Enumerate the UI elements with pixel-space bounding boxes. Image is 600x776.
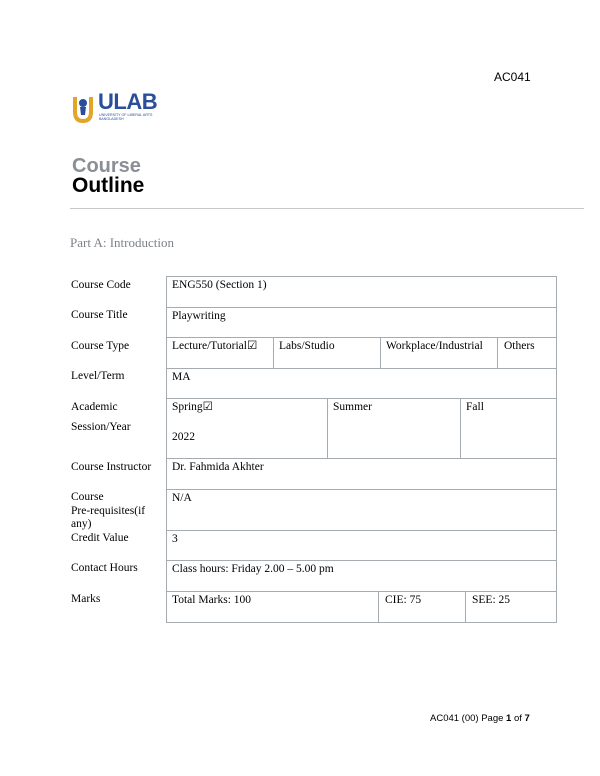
- course-code-cell: [166, 276, 557, 308]
- course-title-label: Course Title: [71, 309, 128, 321]
- instructor-label: Course Instructor: [71, 461, 152, 473]
- academic-label-line2: Session/Year: [71, 421, 131, 433]
- instructor-cell: [166, 458, 557, 490]
- instructor-value: Dr. Fahmida Akhter: [172, 461, 264, 473]
- footer-of: of: [511, 713, 525, 724]
- course-title-value: Playwriting: [172, 310, 226, 322]
- marks-see-cell: [465, 591, 557, 623]
- level-term-cell: [166, 368, 557, 399]
- course-title-cell: [166, 307, 557, 338]
- contact-hours-cell: [166, 560, 557, 592]
- footer-page-number: 1: [506, 713, 512, 724]
- level-term-value: MA: [172, 371, 191, 383]
- page-footer: [430, 713, 530, 724]
- session-fall-cell: [460, 398, 557, 459]
- session-year: 2022: [172, 431, 195, 443]
- footer-prefix: AC041 (00) Page: [430, 713, 507, 724]
- logo-wordmark: ULAB: [98, 89, 158, 114]
- marks-see: SEE: 25: [472, 594, 511, 606]
- marks-total: Total Marks: 100: [172, 594, 252, 606]
- course-type-workplace: Workplace/Industrial: [386, 340, 483, 352]
- prereq-value: N/A: [172, 492, 192, 504]
- marks-total-cell: [166, 591, 379, 623]
- course-type-others-cell: [497, 337, 557, 369]
- academic-label-line1: Academic: [71, 401, 118, 413]
- course-type-lecture-cell: [166, 337, 274, 369]
- course-type-lecture: Lecture/Tutorial☑: [172, 340, 258, 352]
- marks-cie-cell: [378, 591, 466, 623]
- title-outline: Outline: [72, 174, 145, 197]
- credit-value: 3: [172, 533, 178, 545]
- level-term-label: Level/Term: [71, 370, 125, 382]
- contact-hours-label: Contact Hours: [71, 562, 138, 574]
- logo-subtitle: UNIVERSITY OF LIBERAL ARTS BANGLADESH: [99, 113, 153, 122]
- prereq-label-line3: any): [71, 518, 92, 530]
- document-code: AC041: [494, 70, 531, 84]
- session-spring: Spring☑: [172, 401, 213, 413]
- ulab-logo: [72, 89, 162, 126]
- course-type-workplace-cell: [380, 337, 498, 369]
- contact-hours-value: Class hours: Friday 2.00 – 5.00 pm: [172, 563, 334, 575]
- credit-cell: [166, 530, 557, 561]
- section-heading: Part A: Introduction: [70, 235, 174, 250]
- course-code-label: Course Code: [71, 279, 131, 291]
- marks-cie: CIE: 75: [385, 594, 422, 606]
- title-course: Course: [72, 155, 141, 177]
- footer-page-total: 7: [524, 713, 530, 724]
- prereq-label-line1: Course: [71, 491, 104, 503]
- title-divider: [70, 208, 584, 209]
- course-type-label: Course Type: [71, 340, 130, 352]
- prereq-label-line2: Pre-requisites(if: [71, 505, 146, 517]
- marks-label: Marks: [71, 593, 101, 605]
- session-spring-cell: [166, 398, 328, 459]
- course-code-value: ENG550 (Section 1): [172, 279, 267, 291]
- course-type-labs-cell: [273, 337, 381, 369]
- course-type-others: Others: [504, 340, 535, 352]
- course-type-labs: Labs/Studio: [279, 340, 335, 352]
- session-summer-cell: [327, 398, 461, 459]
- session-fall: Fall: [466, 401, 484, 413]
- ulab-emblem-icon: [72, 94, 94, 124]
- credit-label: Credit Value: [71, 532, 129, 544]
- prereq-cell: [166, 489, 557, 531]
- session-summer: Summer: [333, 401, 372, 413]
